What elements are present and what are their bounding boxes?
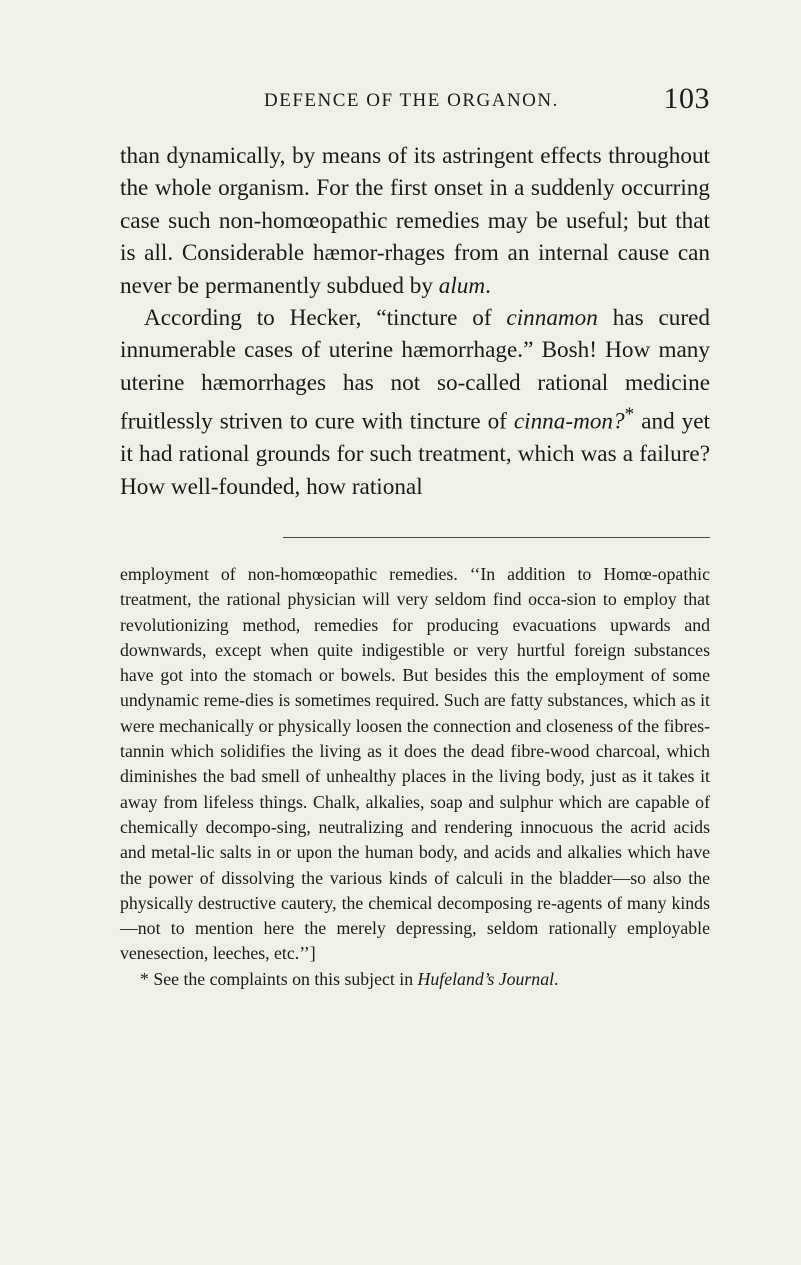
- italic-term-cinnamon: cinnamon: [506, 305, 598, 332]
- footnote-continuation: employment of non-homœopathic remedies. ‘‘In addition to Homœ-opathic treatment, the rational physician will very seldom find occa-sion to employ that revolutionizing method, remedies for producing evacuations upwards and downwards, except when quite indigestible or very hurtful foreign substances have got into the stomach or bowels. But besides this the employment of some undynamic reme-dies is sometimes required. Such are fatty substances, which as it were mechanically or physically loosen the connection and closeness of the fibres-tannin which solidifies the living as it does the dead fibre-wood charcoal, which diminishes the bad smell of unhealthy places in the living body, just as it takes it away from lifeless things. Chalk, alkalies, soap and sulphur which are capable of chemically decompo-sing, neutralizing and rendering innocuous the acrid acids and metal-lic salts in or upon the human body, and acids and alkalies which have the power of dissolving the various kinds of calculi in the bladder—so also the physically destructive cautery, the chemical decomposing re-agents of many kinds—not to mention here the merely depressing, seldom rationally employable venesection, leeches, etc.’’]: [120, 564, 710, 964]
- main-text: [120, 140, 710, 503]
- journal-title: Hufeland’s Journal: [417, 968, 555, 989]
- footnote: [120, 967, 710, 992]
- footnote-marker: *: [624, 404, 635, 426]
- footnote-text: See the complaints on this subject in: [148, 968, 418, 989]
- paragraph-text: has cured innumerable cases of uterine hæmorrhage.” Bosh! How many uterine hæmorrhages has not so-called rational medicine fruitlessly striven to cure with tincture of: [120, 305, 710, 435]
- paragraph-text: and yet it had rational grounds for such treatment, which was a failure? How well-founded, how rational: [120, 408, 711, 500]
- paragraph-continuation: [120, 140, 710, 302]
- italic-term-cinnamon-question: cinna-mon?: [513, 408, 625, 435]
- paragraph-text: According to Hecker, “tincture of: [144, 305, 507, 332]
- running-title: DEFENCE OF THE ORGANON.: [264, 90, 559, 111]
- italic-term-alum: alum: [438, 272, 486, 299]
- paragraph-end: .: [485, 272, 491, 299]
- running-head: [120, 82, 710, 122]
- paragraph-text: than dynamically, by means of its astringent effects throughout the whole organism. For the first onset in a suddenly occurring case such non-homœopathic remedies may be useful; but that is all. Considerable hæmor-rhages from an internal cause can never be permanently subdued by: [120, 143, 710, 299]
- footnote-rule: [283, 537, 710, 538]
- footnote-marker: *: [140, 968, 149, 989]
- page-number: 103: [663, 82, 710, 115]
- footnotes: [120, 562, 710, 992]
- paragraph-hecker: [120, 302, 710, 503]
- footnote-end: .: [554, 968, 559, 989]
